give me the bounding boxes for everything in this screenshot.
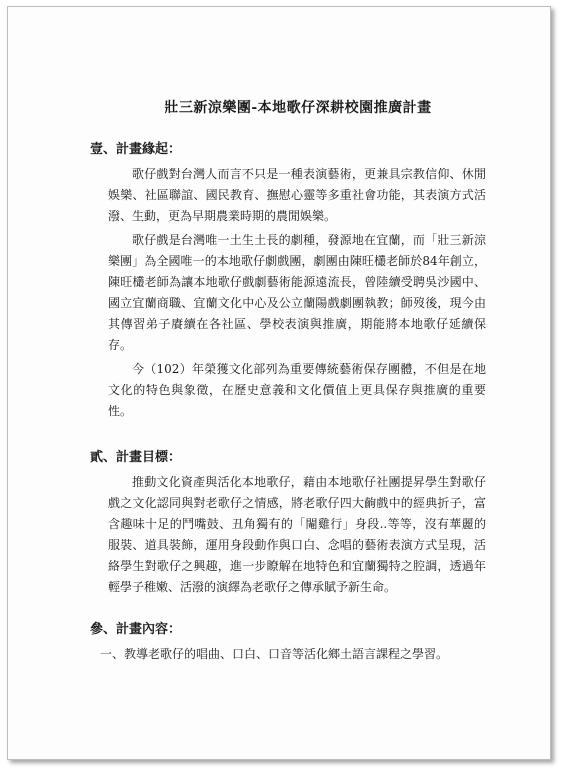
document-page bbox=[7, 6, 551, 760]
section-origin bbox=[90, 141, 486, 422]
section-content bbox=[90, 621, 486, 664]
section-heading: 貳、計畫目標： bbox=[90, 450, 182, 465]
list-item: 一、教導老歌仔的唱曲、口白、口音等活化鄉土語言課程之學習。 bbox=[100, 647, 449, 661]
paragraph: 今（102）年榮獲文化部列為重要傳統藝術保存團體，不但是在地文化的特色與象徵，在歷史意義和文化價值上更具保存與推廣的重要性。 bbox=[108, 362, 486, 418]
paragraph: 歌仔戲是台灣唯一土生土長的劇種，發源地在宜蘭，而「壯三新涼樂團」為全國唯一的本地歌仔劇戲團，劇團由陳旺欉老師於84年創立，陳旺欉老師為讓本地歌仔戲劇藝術能源遠流長，曾陸續受聘吳沙國中、國立宜蘭商職、宜蘭文化中心及公立蘭陽戲劇團執教；師歿後，現今由其傳習弟子賡續在各社區、學校表演與推廣，期能將本地歌仔延續保存。 bbox=[108, 233, 486, 352]
section-goals bbox=[90, 449, 486, 598]
section-heading: 參、計畫內容： bbox=[90, 622, 182, 637]
paragraph: 推動文化資產與活化本地歌仔，藉由本地歌仔社團提昇學生對歌仔戲之文化認同與對老歌仔之情感，將老歌仔四大齣戲中的經典折子，富含趣味十足的鬥嘴鼓、丑角獨有的「閹雞行」身段..等等，沒有華麗的服裝、道具裝飾，運用身段動作與口白、念唱的藝術表演方式呈現，活絡學生對歌仔之興趣，進一步瞭解在地特色和宜蘭獨特之腔調，透過年輕學子稚嫩、活潑的演繹為老歌仔之傳承賦予新生命。 bbox=[108, 475, 486, 594]
section-heading: 壹、計畫緣起： bbox=[90, 142, 182, 157]
document-body bbox=[90, 97, 486, 664]
page-title: 壯三新涼樂團-本地歌仔深耕校園推廣計畫 bbox=[164, 100, 432, 116]
paragraph: 歌仔戲對台灣人而言不只是一種表演藝術，更兼具宗教信仰、休閒娛樂、社區聯誼、國民教育、撫慰心靈等多重社會功能，其表演方式活潑、生動，更為早期農業時期的農閒娛樂。 bbox=[108, 167, 486, 223]
